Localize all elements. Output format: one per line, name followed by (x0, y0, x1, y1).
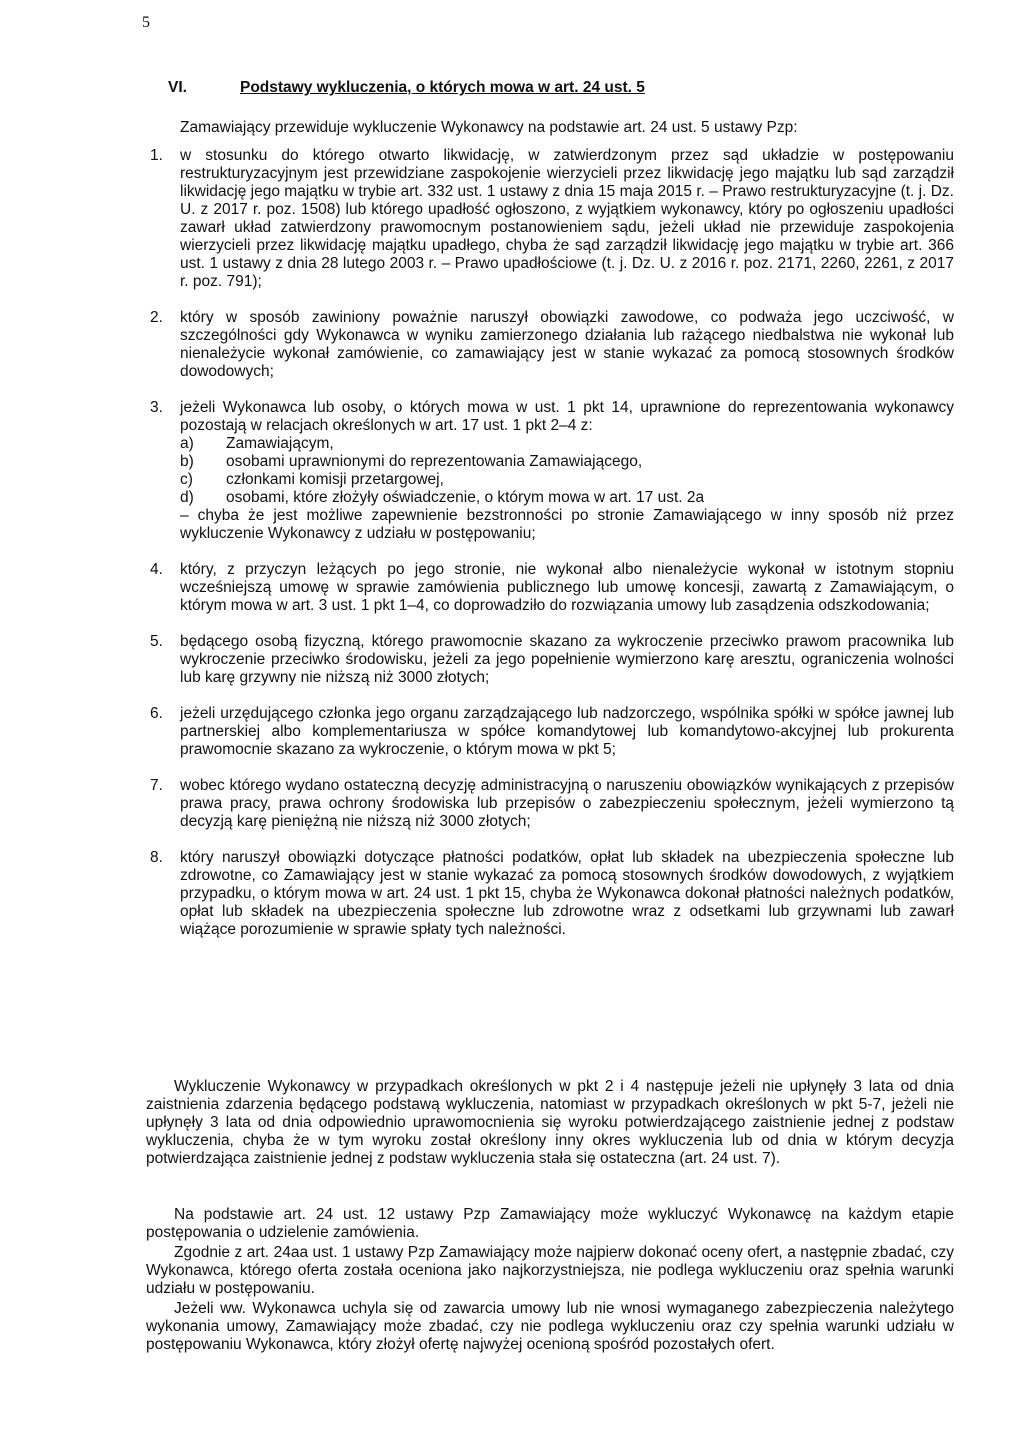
item-number: 4. (150, 561, 163, 578)
list-item (150, 309, 954, 381)
sub-item-letter: a) (180, 435, 194, 452)
sub-item-letter: b) (180, 453, 194, 470)
item-number: 3. (150, 399, 163, 416)
list-item (150, 849, 954, 939)
item-number: 2. (150, 309, 163, 326)
page-number: 5 (142, 14, 150, 31)
sub-item-text: osobami, które złożyły oświadczenie, o którym mowa w art. 17 ust. 2a (226, 489, 705, 506)
sub-item-text: osobami uprawnionymi do reprezentowania Zamawiającego, (226, 453, 643, 470)
sub-item (180, 471, 954, 489)
item-number: 8. (150, 849, 163, 866)
sub-item-text: członkami komisji przetargowej, (226, 471, 444, 488)
item-number: 7. (150, 777, 163, 794)
item-text: jeżeli Wykonawca lub osoby, o których mowa w ust. 1 pkt 14, uprawnione do reprezentowania wykonawcy pozostają w relacjach określonych w art. 17 ust. 1 pkt 2–4 z: (180, 399, 954, 434)
item-text: w stosunku do którego otwarto likwidację, w zatwierdzonym przez sąd układzie w postępowaniu restrukturyzacyjnym jest przewidziane zaspokojenie wierzycieli przez likwidację jego majątku lub sąd zarządził likwidację jego majątku w trybie art. 332 ust. 1 ustawy z dnia 15 maja 2015 r. – Prawo restrukturyzacyjne (t. j. Dz. U. z 2017 r. poz. 1508) lub którego upadłość ogłoszono, z wyjątkiem wykonawcy, który po ogłoszeniu upadłości zawarł układ zatwierdzony prawomocnym postanowieniem sądu, jeżeli układ nie przewiduje zaspokojenia wierzycieli przez likwidację majątku upadłego, chyba że sąd zarządził likwidację jego majątku w trybie art. 366 ust. 1 ustawy z dnia 28 lutego 2003 r. – Prawo upadłościowe (t. j. Dz. U. z 2016 r. poz. 2171, 2260, 2261, z 2017 r. poz. 791); (180, 147, 954, 290)
sub-item (180, 489, 954, 507)
item-text: jeżeli urzędującego członka jego organu zarządzającego lub nadzorczego, wspólnika spółki w spółce jawnej lub partnerskiej albo komplementariusza w spółce komandytowej lub komandytowo-akcyjnej lub prokurenta prawomocnie skazano za wykroczenie, o którym mowa w pkt 5; (180, 705, 954, 758)
paragraph-next-offer: Jeżeli ww. Wykonawca uchyla się od zawarcia umowy lub nie wnosi wymaganego zabezpieczenia należytego wykonania umowy, Zamawiający może zbadać, czy nie podlega wykluczeniu oraz czy spełnia warunki udziału w postępowaniu Wykonawca, który złożył ofertę najwyżej ocenioną spośród pozostałych ofert. (146, 1300, 954, 1353)
list-item (150, 147, 954, 291)
sub-item (180, 435, 954, 453)
list-item (150, 561, 954, 615)
item-number: 1. (150, 147, 163, 164)
item-text: który naruszył obowiązki dotyczące płatności podatków, opłat lub składek na ubezpieczenia społeczne lub zdrowotne, co Zamawiający jest w stanie wykazać za pomocą stosownych środków dowodowych, z wyjątkiem przypadku, o którym mowa w art. 24 ust. 1 pkt 15, chyba że Wykonawca dokonał płatności należnych podatków, opłat lub składek na ubezpieczenia społeczne lub zdrowotne wraz z odsetkami lub grzywnami lub zawarł wiążące porozumienie w sprawie spłaty tych należności. (180, 849, 954, 938)
paragraph-exclusion-period: Wykluczenie Wykonawcy w przypadkach określonych w pkt 2 i 4 następuje jeżeli nie upłynęły 3 lata od dnia zaistnienia zdarzenia będącego podstawą wykluczenia, natomiast w przypadkach określonych w pkt 5-7, jeżeli nie upłynęły 3 lata od dnia odpowiednio uprawomocnienia się wyroku potwierdzającego zaistnienie jednej z podstaw wykluczenia, chyba że w tym wyroku został określony inny okres wykluczenia lub od dnia w którym decyzja potwierdzająca zaistnienie jednej z podstaw wykluczenia stała się ostateczna (art. 24 ust. 7). (146, 1078, 954, 1167)
section-number: VI. (168, 79, 187, 96)
item-text: który w sposób zawiniony poważnie naruszył obowiązki zawodowe, co podważa jego uczciwość, w szczególności gdy Wykonawca w wyniku zamierzonego działania lub rażącego niedbalstwa nie wykonał lub nienależycie wykonał zamówienie, co zamawiający jest w stanie wykazać za pomocą stosownych środków dowodowych; (180, 309, 954, 380)
item-number: 6. (150, 705, 163, 722)
list-item (150, 777, 954, 831)
section-heading (168, 79, 645, 97)
item-text: będącego osobą fizyczną, którego prawomocnie skazano za wykroczenie przeciwko prawom pracownika lub wykroczenie przeciwko środowisku, jeżeli za jego popełnienie wymierzono karę aresztu, ograniczenia wolności lub karę grzywny nie niższą niż 3000 złotych; (180, 633, 954, 686)
list-item (150, 399, 954, 543)
list-item (150, 705, 954, 759)
sub-item (180, 453, 954, 471)
item-text: wobec którego wydano ostateczną decyzję administracyjną o naruszeniu obowiązków wynikających z przepisów prawa pracy, prawa ochrony środowiska lub przepisów o zabezpieczeniu społecznym, jeżeli wymierzono tą decyzją karę pieniężną nie niższą niż 3000 złotych; (180, 777, 954, 830)
section-title: Podstawy wykluczenia, o których mowa w art. 24 ust. 5 (240, 79, 645, 96)
sub-item-text: Zamawiającym, (226, 435, 334, 452)
item-number: 5. (150, 633, 163, 650)
section-intro: Zamawiający przewiduje wykluczenie Wykonawcy na podstawie art. 24 ust. 5 ustawy Pzp: (180, 119, 798, 136)
sub-item-letter: d) (180, 489, 194, 506)
sub-item-letter: c) (180, 471, 193, 488)
item-text: który, z przyczyn leżących po jego stronie, nie wykonał albo nienależycie wykonał w istotnym stopniu wcześniejszą umowę w sprawie zamówienia publicznego lub umowę koncesji, zawartą z Zamawiającym, o którym mowa w art. 3 ust. 1 pkt 1–4, co doprowadziło do rozwiązania umowy lub zasądzenia odszkodowania; (180, 561, 954, 614)
list-item (150, 633, 954, 687)
item-after-text: – chyba że jest możliwe zapewnienie bezstronności po stronie Zamawiającego w inny sposób niż przez wykluczenie Wykonawcy z udziału w postępowaniu; (180, 507, 954, 542)
paragraph-evaluation-order: Zgodnie z art. 24aa ust. 1 ustawy Pzp Zamawiający może najpierw dokonać oceny ofert, a następnie zbadać, czy Wykonawca, którego oferta została oceniona jako najkorzystniejsza, nie podlega wykluczeniu oraz spełnia warunki udziału w postępowaniu. (146, 1244, 954, 1297)
paragraph-any-stage: Na podstawie art. 24 ust. 12 ustawy Pzp Zamawiający może wykluczyć Wykonawcę na każdym etapie postępowania o udzielenie zamówienia. (146, 1206, 954, 1241)
sub-list (180, 435, 954, 507)
exclusion-list (150, 147, 954, 957)
